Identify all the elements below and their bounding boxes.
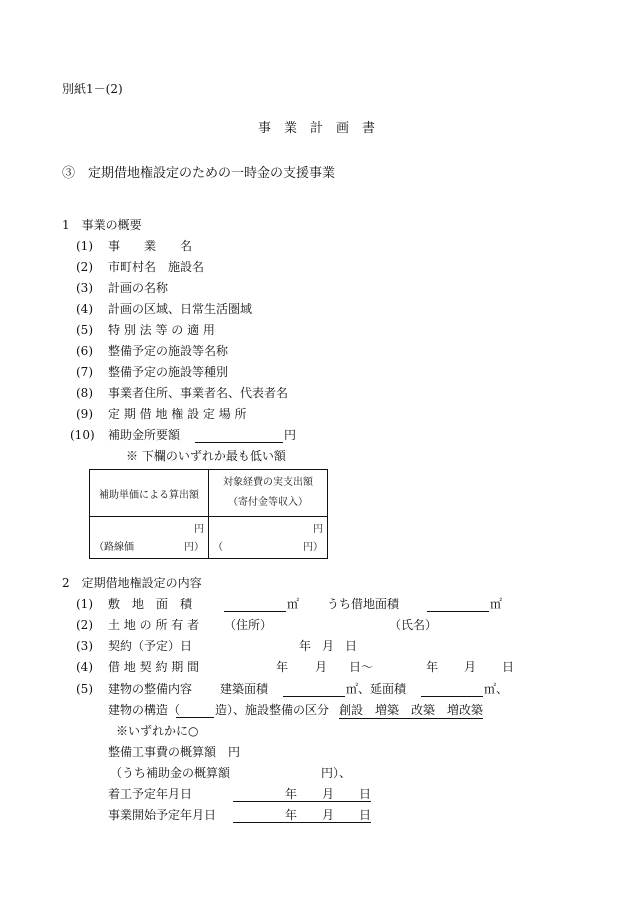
open-date-label: 事業開始予定年月日 — [108, 808, 217, 822]
construction-type-options[interactable]: 創設 増築 改築 増改築 — [339, 703, 484, 717]
item-number: (9) — [76, 407, 93, 421]
year-label: 年 — [276, 660, 289, 674]
select-note: ※いずれかに○ — [116, 724, 199, 738]
year-label: 年 — [299, 639, 312, 653]
item-number: (10) — [70, 428, 95, 442]
unit-yen: 円 — [313, 524, 323, 535]
table-header-unit-price: 補助単価による算出額 — [90, 470, 209, 517]
year-label: 年 — [426, 660, 439, 674]
item-number: (5) — [76, 682, 93, 696]
item-number: (4) — [76, 302, 93, 316]
day-label: 日 — [345, 639, 358, 653]
table-header-actual-cost: 対象経費の実支出額 （寄付金等収入） — [209, 470, 328, 517]
table-cell-unit-price[interactable] — [90, 517, 209, 559]
floor-area-label: ㎡、延面積 — [346, 682, 407, 696]
year-label: 年 — [285, 787, 298, 801]
fee-table — [89, 469, 328, 559]
month-label: 月 — [464, 660, 477, 674]
month-label: 月 — [322, 639, 335, 653]
day-label: 日 — [359, 808, 372, 822]
part1-heading: 1 事業の概要 — [62, 218, 142, 232]
item-number: (7) — [76, 365, 93, 379]
item-number: (2) — [76, 618, 93, 632]
year-label: 年 — [285, 808, 298, 822]
item-number: (6) — [76, 344, 93, 358]
lease-period-label: 借 地 契 約 期 間 — [108, 660, 200, 674]
land-owner-label: 土 地 の 所 有 者 — [108, 618, 200, 632]
subsidy-estimate-unit: 円）、 — [321, 766, 352, 780]
subsidy-amount-field[interactable] — [195, 442, 283, 443]
table-cell-actual-cost[interactable] — [209, 517, 328, 559]
item-label: 特 別 法 等 の 適 用 — [108, 323, 215, 337]
leased-area-label: うち借地面積 — [327, 597, 400, 611]
unit-yen: 円 — [194, 524, 204, 535]
owner-name-label: （氏名） — [389, 618, 438, 632]
item-label: 事 業 名 — [108, 239, 193, 253]
area-unit: ㎡ — [287, 597, 300, 611]
site-area-label: 敷 地 面 積 — [108, 597, 193, 611]
building-area-label: 建築面積 — [220, 682, 269, 696]
item-label: 計画の区域、日常生活圏域 — [108, 302, 253, 316]
day-label: 日 — [502, 660, 515, 674]
month-label: 月 — [322, 808, 335, 822]
part2-heading: 2 定期借地権設定の内容 — [62, 576, 202, 590]
start-date-label: 着工予定年月日 — [108, 787, 193, 801]
item-label: 計画の名称 — [108, 281, 169, 295]
building-details-label: 建物の整備内容 — [108, 682, 193, 696]
open-paren: （ — [213, 542, 223, 553]
day-label: 日 — [359, 787, 372, 801]
area-unit: ㎡、 — [484, 682, 509, 696]
document-ref: 別紙1－(2) — [62, 82, 123, 96]
item-number: (5) — [76, 323, 93, 337]
document-title: 事 業 計 画 書 — [258, 121, 376, 136]
table-note: ※ 下欄のいずれか最も低い額 — [126, 449, 286, 463]
item-label: 補助金所要額 — [108, 428, 181, 442]
item-label: 整備予定の施設等名称 — [108, 344, 229, 358]
leased-area-field[interactable] — [427, 611, 489, 612]
subsidy-estimate-label: （うち補助金の概算額 — [110, 766, 231, 780]
structure-prefix: 建物の構造（ — [108, 703, 181, 717]
item-label: 事業者住所、事業者名、代表者名 — [108, 386, 289, 400]
item-number: (3) — [76, 281, 93, 295]
item-label: 整備予定の施設等種別 — [108, 365, 229, 379]
item-label: 市町村名 施設名 — [108, 260, 205, 274]
start-date-field[interactable] — [233, 801, 371, 802]
site-area-field[interactable] — [224, 611, 286, 612]
area-unit: ㎡ — [490, 597, 503, 611]
unit-yen-close: 円） — [184, 542, 204, 553]
floor-area-field[interactable] — [421, 696, 483, 697]
month-label: 月 — [322, 787, 335, 801]
route-price-label: （路線価 — [94, 542, 134, 553]
item-number: (1) — [76, 239, 93, 253]
building-area-field[interactable] — [283, 696, 345, 697]
month-label: 月 — [315, 660, 328, 674]
contract-date-label: 契約（予定）日 — [108, 639, 193, 653]
construction-cost-label: 整備工事費の概算額 円 — [108, 745, 241, 759]
day-range-label: 日～ — [349, 660, 374, 674]
item-label: 定 期 借 地 権 設 定 場 所 — [108, 407, 247, 421]
amount-unit: 円 — [284, 428, 297, 442]
section-title: ③ 定期借地権設定のための一時金の支援事業 — [62, 166, 336, 181]
item-number: (4) — [76, 660, 93, 674]
item-number: (1) — [76, 597, 93, 611]
structure-field[interactable] — [176, 717, 214, 718]
item-number: (8) — [76, 386, 93, 400]
structure-suffix: 造）、施設整備の区分 — [215, 703, 330, 717]
unit-yen-close: 円） — [303, 542, 323, 553]
owner-address-label: （住所） — [224, 618, 273, 632]
item-number: (2) — [76, 260, 93, 274]
open-date-field[interactable] — [233, 822, 371, 823]
item-number: (3) — [76, 639, 93, 653]
